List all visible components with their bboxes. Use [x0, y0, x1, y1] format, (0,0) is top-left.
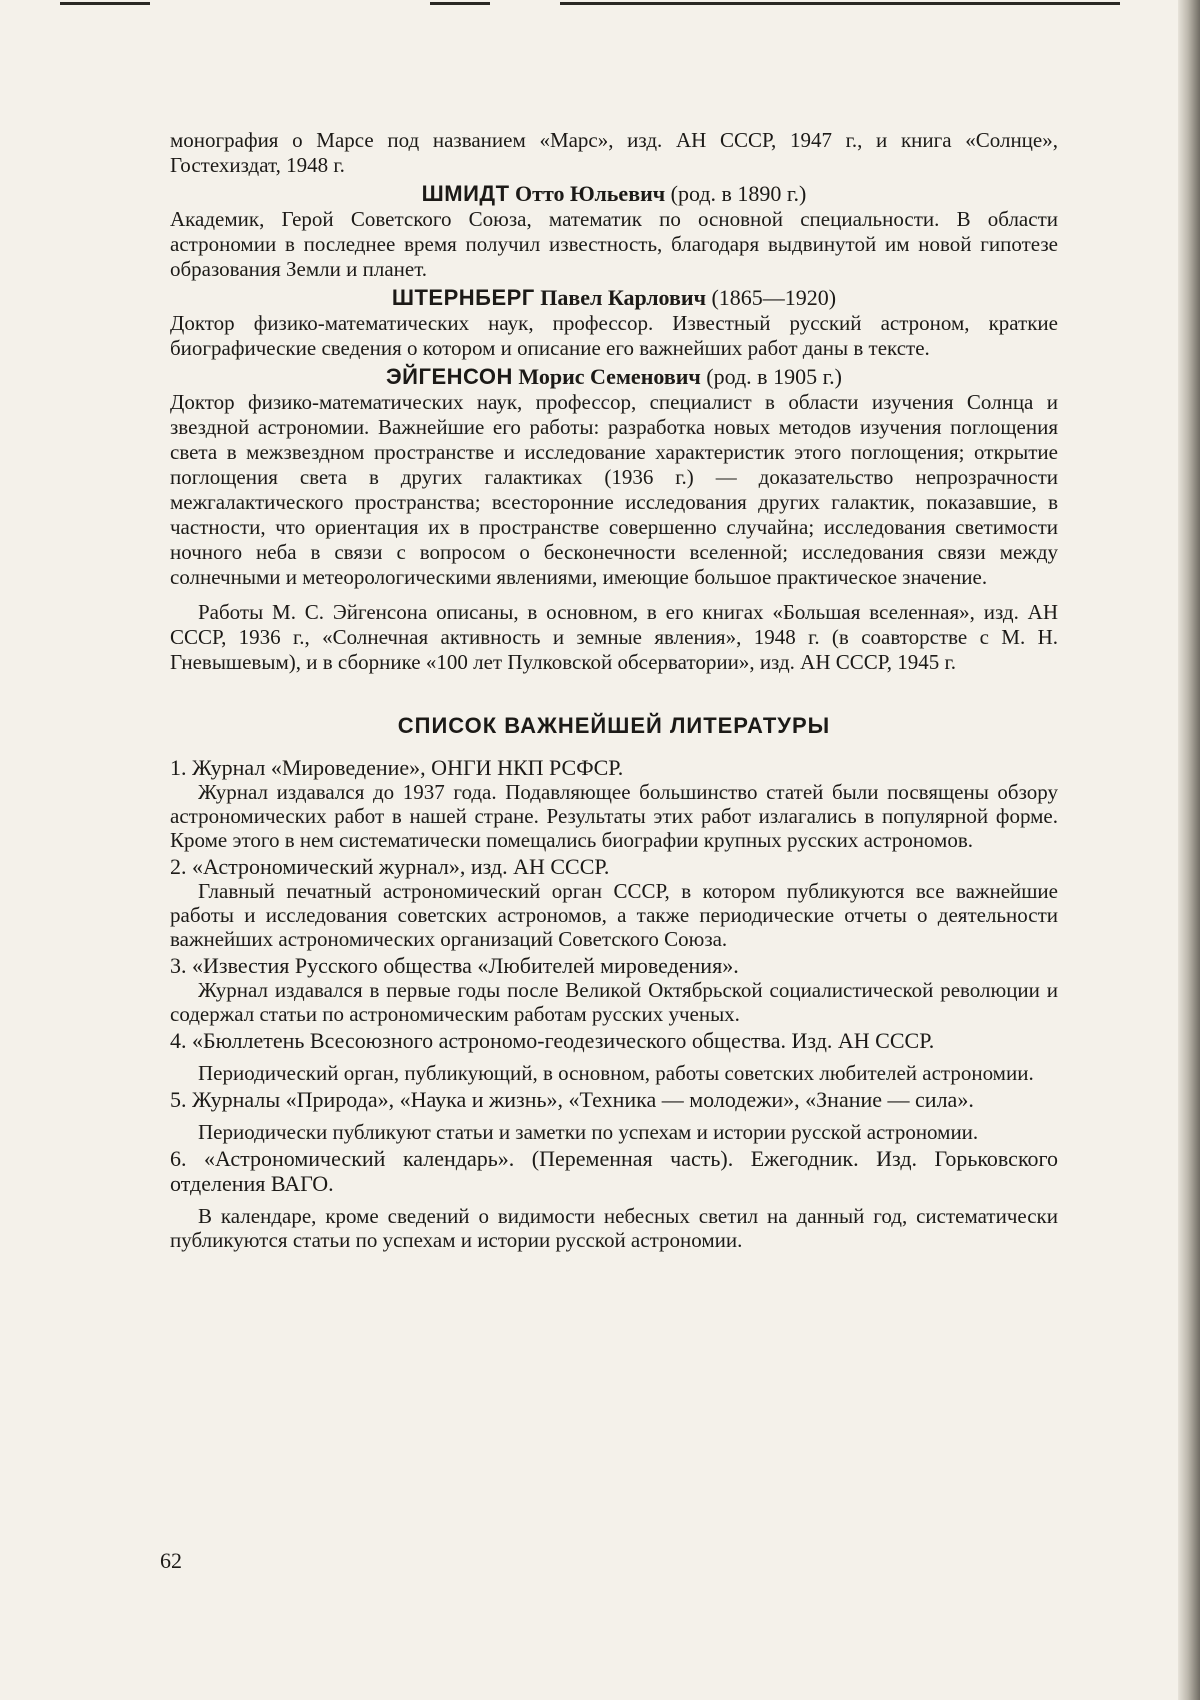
- literature-item-description: Периодический орган, публикующий, в основном, работы советских любителей астрономии.: [198, 1061, 1034, 1085]
- biography-entry: [170, 285, 1058, 361]
- entry-text: Доктор физико-математических наук, профессор, специалист в области изучения Солнца и звездной астрономии. Важнейшие его работы: разработка новых методов изучения поглощения света в межзвездном пространстве и исследование характеристик этого поглощения; открытие поглощения света в других галактиках (1936 г.) — доказательство непрозрачности межгалактического пространства; всесторонние исследования других галактик, показавшие, в частности, что ориентация их в пространстве совершенно случайна; исследования светимости ночного неба в связи с вопросом о бесконечности вселенной; исследования связи между солнечными и метеорологическими явлениями, имеющие большое практическое значение.: [170, 390, 1058, 589]
- entry-surname: ЭЙГЕНСОН: [386, 364, 513, 389]
- entry-surname: ШМИДТ: [421, 181, 510, 206]
- literature-item: [170, 854, 1058, 951]
- literature-item-title: 3. «Известия Русского общества «Любителей мироведения».: [170, 953, 739, 978]
- literature-item: [170, 755, 1058, 852]
- entry-text: Доктор физико-математических наук, профессор. Известный русский астроном, краткие биографические сведения о котором и описание его важнейших работ даны в тексте.: [170, 311, 1058, 360]
- literature-item-title: 6. «Астрономический календарь». (Переменная часть). Ежегодник. Изд. Горьковского отделения ВАГО.: [170, 1146, 1058, 1196]
- page-number: 62: [160, 1548, 182, 1573]
- literature-item-description: Периодически публикуют статьи и заметки по успехам и истории русской астрономии.: [198, 1120, 979, 1144]
- entry-dates: (род. в 1905 г.): [706, 364, 842, 389]
- scan-artifact-line: [430, 2, 490, 5]
- literature-item-description: Главный печатный астрономический орган СССР, в котором публикуются все важнейшие работы и исследования советских астрономов, а также периодические отчеты о деятельности важнейших астрономических организаций Советского Союза.: [170, 879, 1058, 951]
- entry-heading: [170, 364, 1058, 390]
- entry-given-name: Отто Юльевич: [515, 181, 666, 206]
- entry-surname: ШТЕРНБЕРГ: [391, 285, 535, 310]
- literature-item-description: В календаре, кроме сведений о видимости небесных светил на данный год, систематически публикуются статьи по успехам и истории русской астрономии.: [170, 1204, 1058, 1252]
- scan-page-edge: [1178, 0, 1200, 1700]
- document-page: [170, 128, 1058, 1252]
- literature-item-title: 1. Журнал «Мироведение», ОНГИ НКП РСФСР.: [170, 755, 624, 780]
- literature-item: [170, 1028, 1058, 1085]
- literature-item-title: 5. Журналы «Природа», «Наука и жизнь», «Техника — молодежи», «Знание — сила».: [170, 1087, 974, 1112]
- biography-entry: [170, 181, 1058, 282]
- entry-text-continued: Работы М. С. Эйгенсона описаны, в основном, в его книгах «Большая вселенная», изд. АН СССР, 1936 г., «Солнечная активность и земные явления», 1948 г. (в соавторстве с М. Н. Гневышевым), и в сборнике «100 лет Пулковской обсерватории», изд. АН СССР, 1945 г.: [170, 600, 1058, 674]
- literature-item-title: 2. «Астрономический журнал», изд. АН СССР.: [170, 854, 610, 879]
- entry-heading: [170, 181, 1058, 207]
- scan-artifact-line: [560, 2, 1120, 5]
- intro-paragraph: монография о Марсе под названием «Марс», изд. АН СССР, 1947 г., и книга «Солнце», Гостехиздат, 1948 г.: [170, 128, 1058, 177]
- literature-item-description: Журнал издавался до 1937 года. Подавляющее большинство статей были посвящены обзору астрономических работ в нашей стране. Результаты этих работ излагались в популярной форме. Кроме этого в нем систематически помещались биографии крупных русских астрономов.: [170, 780, 1058, 852]
- entry-given-name: Морис Семенович: [518, 364, 701, 389]
- scan-artifact-line: [60, 2, 150, 5]
- literature-item-title: 4. «Бюллетень Всесоюзного астрономо-геодезического общества. Изд. АН СССР.: [170, 1028, 935, 1053]
- entry-heading: [170, 285, 1058, 311]
- entry-dates: (род. в 1890 г.): [670, 181, 807, 206]
- literature-item: [170, 953, 1058, 1026]
- literature-heading: СПИСОК ВАЖНЕЙШЕЙ ЛИТЕРАТУРЫ: [397, 713, 831, 738]
- entry-dates: (1865—1920): [711, 285, 837, 310]
- entry-given-name: Павел Карлович: [540, 285, 706, 310]
- biography-entry: [170, 364, 1058, 675]
- literature-item: [170, 1146, 1058, 1252]
- literature-item: [170, 1087, 1058, 1144]
- literature-item-description: Журнал издавался в первые годы после Великой Октябрьской социалистической революции и содержал статьи по астрономическим работам русских ученых.: [170, 978, 1058, 1026]
- entry-text: Академик, Герой Советского Союза, математик по основной специальности. В области астрономии в последнее время получил известность, благодаря выдвинутой им новой гипотезе образования Земли и планет.: [170, 207, 1058, 281]
